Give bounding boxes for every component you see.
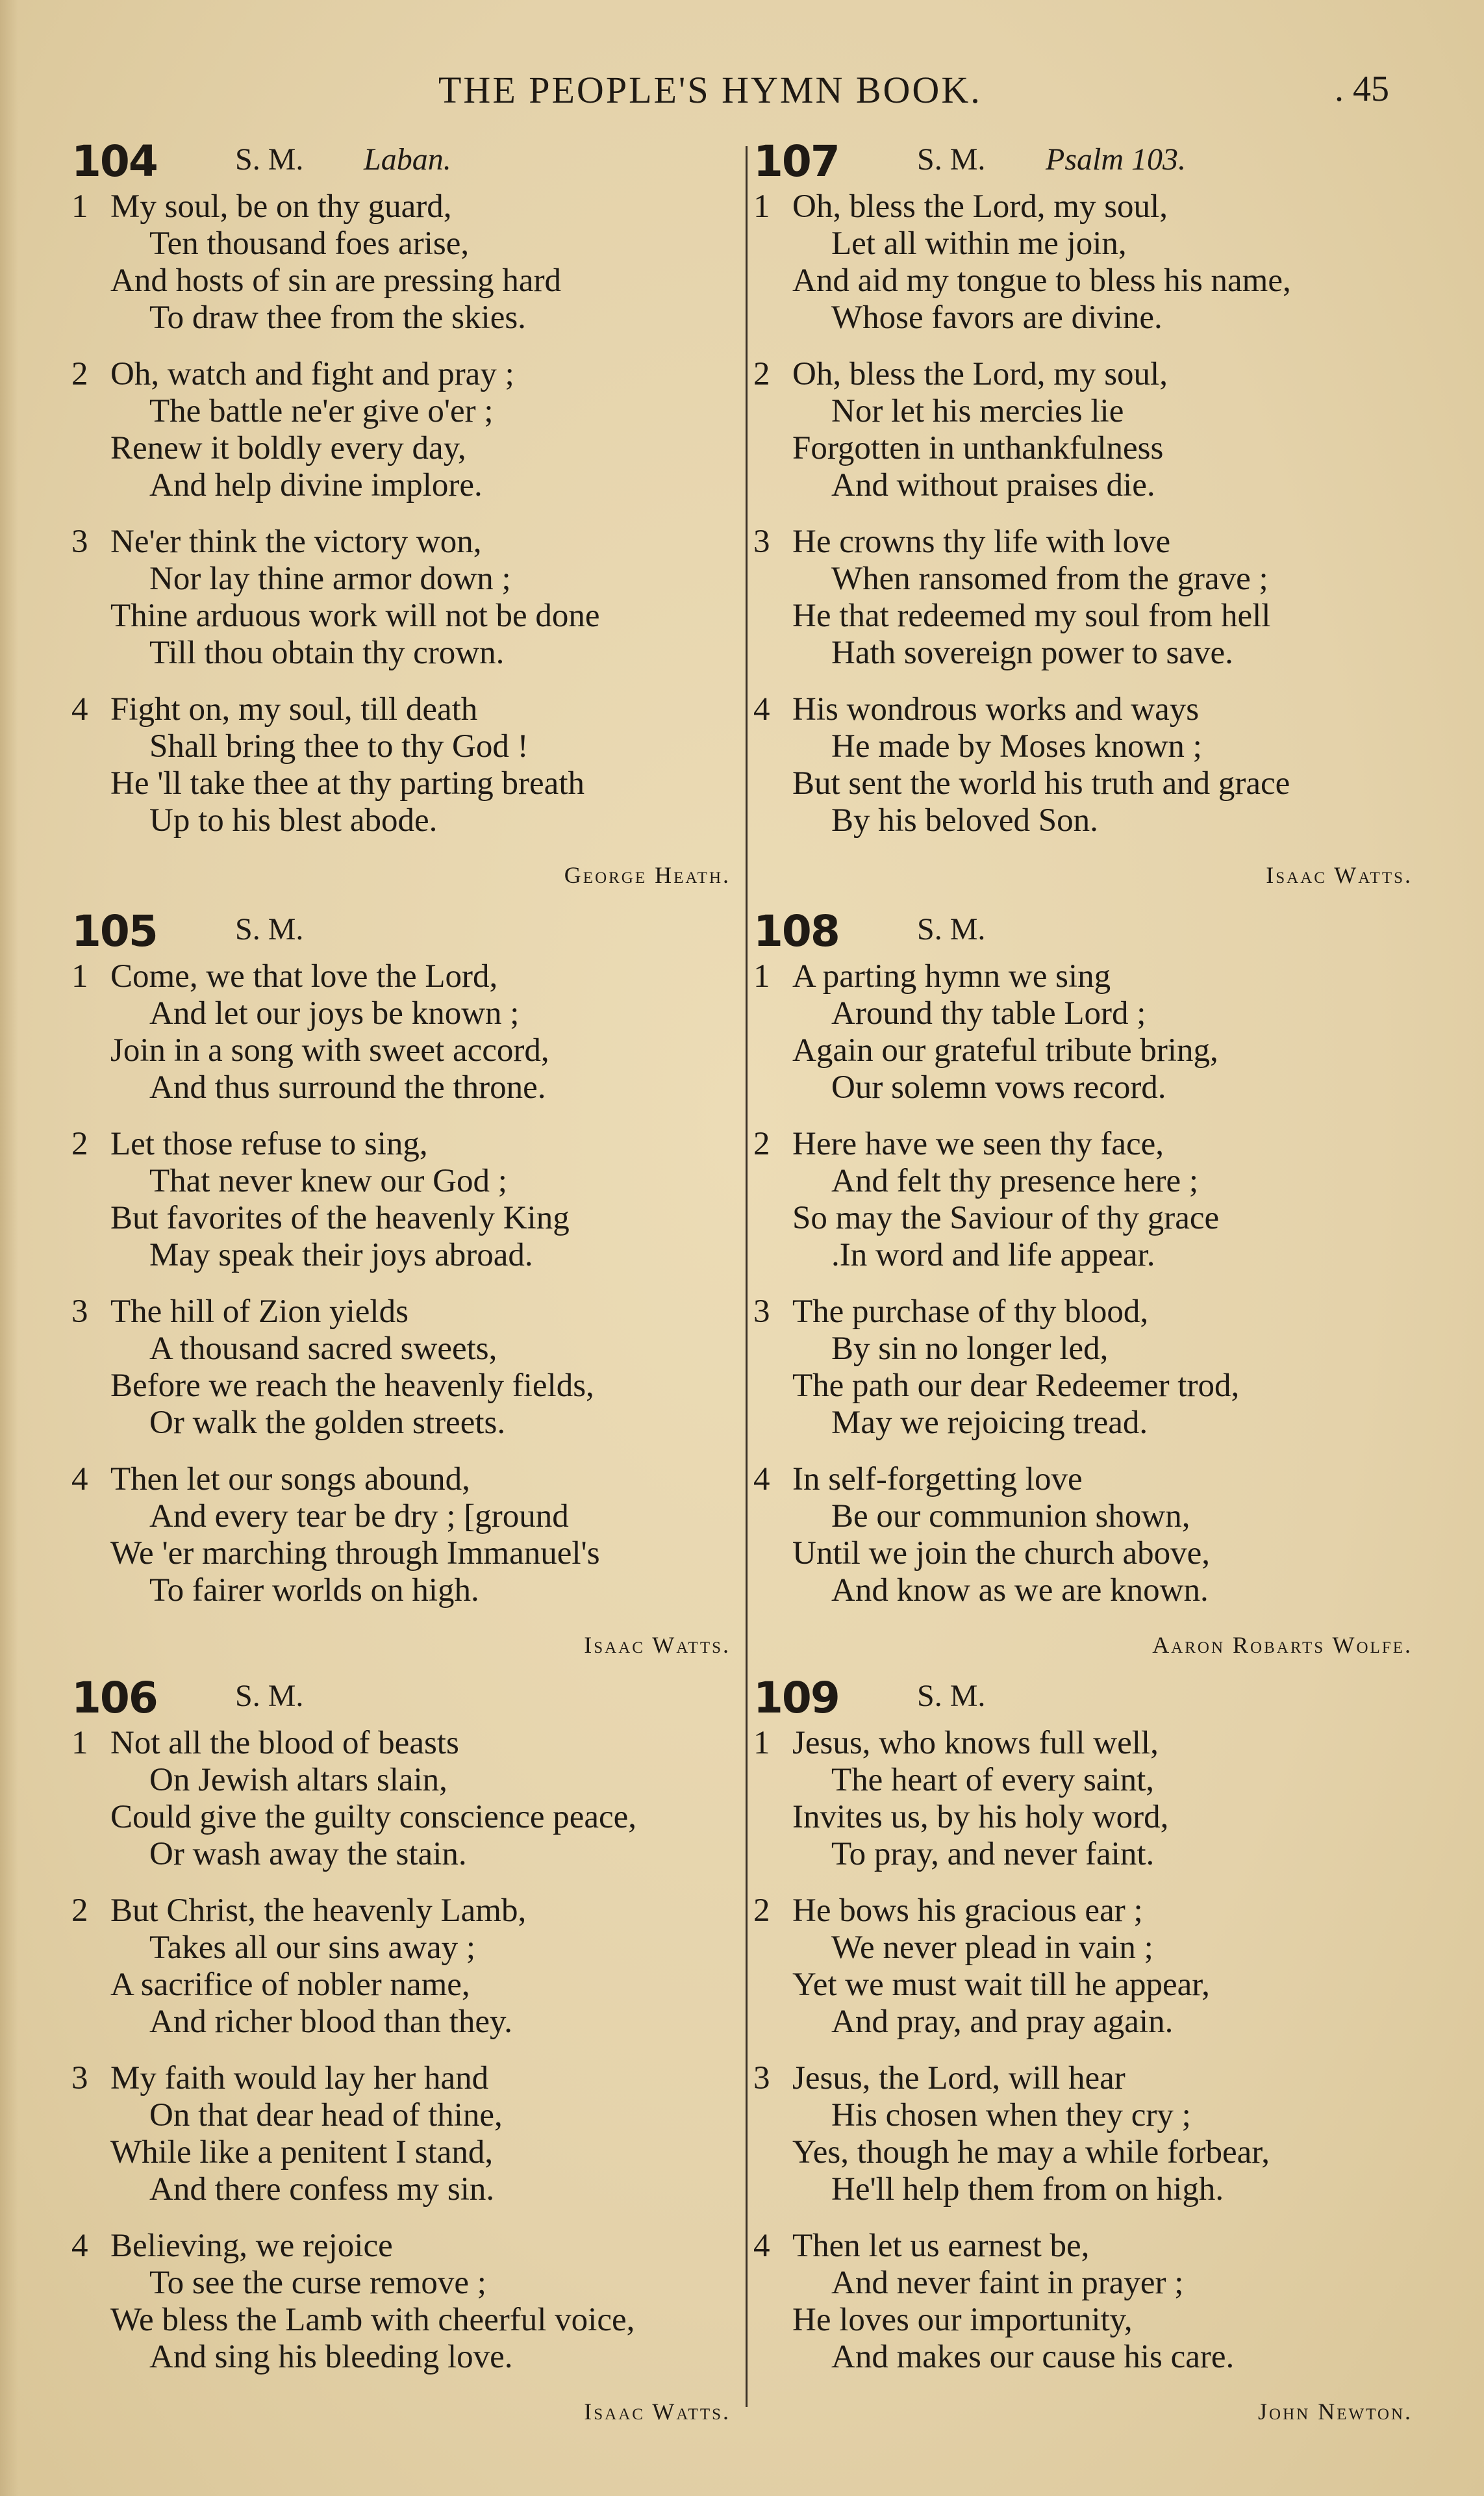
verse-line-text: And pray, and pray again. [831, 2004, 1174, 2040]
hymn-number: 106 [71, 1673, 157, 1723]
running-title: THE PEOPLE'S HYMN BOOK. [438, 69, 982, 111]
verse-number: 2 [753, 1126, 770, 1162]
verse-line [71, 393, 760, 430]
verse-line-text: And sing his bleeding love. [149, 2339, 513, 2375]
verse-number: 4 [753, 2228, 770, 2264]
hymn-heading [753, 1673, 1442, 1725]
verse-line-text: On that dear head of thine, [149, 2097, 503, 2133]
verse [71, 1892, 760, 2041]
verse-line-text: May speak their joys abroad. [149, 1237, 533, 1273]
hymn-108 [753, 906, 1442, 1661]
verse-number: 3 [753, 2060, 770, 2096]
verse-line [753, 2134, 1442, 2171]
verse-line [71, 1762, 760, 1799]
verse-line [753, 1929, 1442, 1967]
verse-line [71, 2004, 760, 2041]
verse-line [71, 356, 760, 393]
verse-line [753, 1405, 1442, 1442]
verse [753, 958, 1442, 1106]
verse-line-text: Ne'er think the victory won, [110, 524, 482, 560]
verse-line [71, 2171, 760, 2208]
verse-line [753, 262, 1442, 299]
verse-line [753, 2097, 1442, 2134]
verse-line [71, 1929, 760, 1967]
verse [71, 2228, 760, 2376]
verse-line-text: Yet we must wait till he appear, [792, 1967, 1210, 2003]
verse [753, 1725, 1442, 1873]
verse-line-text: Nor let his mercies lie [831, 393, 1124, 429]
verse-line [71, 1461, 760, 1498]
verse-line-text: And there confess my sin. [149, 2171, 495, 2208]
verse [753, 524, 1442, 672]
verse-line-text: And thus surround the throne. [149, 1069, 546, 1106]
hymn-author: Isaac Watts. [584, 1632, 731, 1658]
verse-line [753, 188, 1442, 225]
hymn-author: Isaac Watts. [584, 2399, 731, 2425]
verse-line [753, 467, 1442, 504]
verse-line-text: To draw thee from the skies. [149, 299, 526, 336]
verse-line [71, 765, 760, 802]
verse-line-text: We never plead in vain ; [831, 1929, 1153, 1966]
hymn-number: 107 [753, 136, 839, 186]
verse-line [753, 635, 1442, 672]
verse-line [71, 802, 760, 839]
verse-line [753, 2265, 1442, 2302]
verse-line [71, 1572, 760, 1609]
verse-line-text: Around thy table Lord ; [831, 995, 1146, 1032]
page-header [0, 68, 1484, 120]
hymn-heading [753, 136, 1442, 188]
verse-line-text: Hath sovereign power to save. [831, 635, 1233, 671]
page-number: . 45 [1335, 69, 1389, 109]
verse-line-text: So may the Saviour of thy grace [792, 1200, 1220, 1236]
verse-number: 4 [71, 1461, 88, 1497]
verse-line [71, 958, 760, 995]
hymn-heading [71, 136, 760, 188]
verse-line-text: May we rejoicing tread. [831, 1405, 1148, 1441]
verse [71, 1725, 760, 1873]
verse-line-text: By sin no longer led, [831, 1331, 1109, 1367]
verse-line [71, 467, 760, 504]
verse-line-text: My faith would lay her hand [110, 2060, 489, 2096]
hymn-meter: S. M. [917, 1679, 986, 1713]
verse-line-text: And let our joys be known ; [149, 995, 520, 1032]
hymn-107 [753, 136, 1442, 891]
verse-line [71, 225, 760, 262]
hymn-number: 109 [753, 1673, 839, 1723]
verse-line-text: He 'll take thee at thy parting breath [110, 765, 585, 802]
verse-line [753, 2302, 1442, 2339]
verse-line [71, 299, 760, 337]
verse-line-text: Then let our songs abound, [110, 1461, 470, 1497]
hymn-number: 104 [71, 136, 157, 186]
verse-line-text: He'll help them from on high. [831, 2171, 1224, 2208]
verse-line-text: Let all within me join, [831, 225, 1127, 262]
verse-line [753, 995, 1442, 1032]
verse-number: 1 [753, 958, 770, 995]
verse-line-text: To see the curse remove ; [149, 2265, 486, 2301]
verse-line-text: Fight on, my soul, till death [110, 691, 478, 728]
hymn-heading [753, 906, 1442, 958]
verse-line-text: But favorites of the heavenly King [110, 1200, 570, 1236]
verse-line [71, 1032, 760, 1069]
verse-line-text: Again our grateful tribute bring, [792, 1032, 1218, 1069]
verse-line [753, 1069, 1442, 1106]
verse-line [71, 188, 760, 225]
hymn-heading [71, 1673, 760, 1725]
verse-line-text: Forgotten in unthankfulness [792, 430, 1164, 466]
verse-number: 4 [753, 691, 770, 728]
verse [71, 524, 760, 672]
verse-line [753, 1237, 1442, 1274]
verse [753, 356, 1442, 504]
verse-line [71, 1799, 760, 1836]
verse-line [71, 2339, 760, 2376]
verse-line [71, 1069, 760, 1106]
verse-line [753, 2339, 1442, 2376]
verse [71, 1293, 760, 1442]
verse-line [753, 561, 1442, 598]
verse [71, 691, 760, 839]
verse-line [71, 2265, 760, 2302]
verse-number: 2 [753, 356, 770, 392]
verse-line-text: Invites us, by his holy word, [792, 1799, 1169, 1835]
verse-line [753, 1293, 1442, 1331]
verse-line-text: A sacrifice of nobler name, [110, 1967, 470, 2003]
verse-line-text: And aid my tongue to bless his name, [792, 262, 1291, 299]
verse-line [71, 1892, 760, 1929]
verse-line-text: In self-forgetting love [792, 1461, 1083, 1497]
verse-line [753, 1725, 1442, 1762]
verse-line-text: Whose favors are divine. [831, 299, 1163, 336]
verse-line-text: We bless the Lamb with cheerful voice, [110, 2302, 635, 2338]
verse-number: 1 [71, 958, 88, 995]
verse [753, 1461, 1442, 1609]
verse [71, 958, 760, 1106]
verse-line [71, 1967, 760, 2004]
verse-line-text: He bows his gracious ear ; [792, 1892, 1143, 1929]
verse-line [753, 728, 1442, 765]
verse-line [71, 2302, 760, 2339]
verse-line-text: My soul, be on thy guard, [110, 188, 452, 225]
verse-line [753, 299, 1442, 337]
verse-line-text: Come, we that love the Lord, [110, 958, 498, 995]
verse-line-text: But sent the world his truth and grace [792, 765, 1290, 802]
verse-line-text: By his beloved Son. [831, 802, 1098, 839]
verse-line [753, 1461, 1442, 1498]
verse-line-text: Let those refuse to sing, [110, 1126, 428, 1162]
verse-line-text: .In word and life appear. [831, 1237, 1155, 1273]
verse-line-text: Here have we seen thy face, [792, 1126, 1164, 1162]
verse-number: 3 [753, 1293, 770, 1330]
verse-line-text: Renew it boldly every day, [110, 430, 466, 466]
verse-line-text: Takes all our sins away ; [149, 1929, 476, 1966]
verse-line-text: The hill of Zion yields [110, 1293, 409, 1330]
verse-line [71, 524, 760, 561]
verse-line-text: Not all the blood of beasts [110, 1725, 459, 1761]
verse-line-text: And felt thy presence here ; [831, 1163, 1199, 1199]
verse-line-text: A parting hymn we sing [792, 958, 1111, 995]
verse-line-text: The heart of every saint, [831, 1762, 1155, 1798]
hymn-meter: S. M. [235, 912, 304, 947]
hymn-105 [71, 906, 760, 1661]
verse-line-text: Join in a song with sweet accord, [110, 1032, 549, 1069]
verse-line [753, 1032, 1442, 1069]
verse-line [71, 430, 760, 467]
page-edge-shadow [0, 0, 18, 2496]
verse-line [71, 635, 760, 672]
hymn-tune: Laban. [364, 142, 451, 177]
verse-line [753, 691, 1442, 728]
verse-line [71, 2134, 760, 2171]
verse-number: 3 [71, 524, 88, 560]
verse-line-text: And every tear be dry ; [ground [149, 1498, 569, 1535]
verse [753, 691, 1442, 839]
verse-line-text: And hosts of sin are pressing hard [110, 262, 562, 299]
verse-line [71, 1293, 760, 1331]
hymn-number: 108 [753, 906, 839, 956]
verse-line-text: Until we join the church above, [792, 1535, 1210, 1572]
verse-line [753, 393, 1442, 430]
hymn-author: Aaron Robarts Wolfe. [1152, 1632, 1413, 1658]
verse-line-text: And help divine implore. [149, 467, 483, 503]
verse-line-text: Oh, watch and fight and pray ; [110, 356, 514, 392]
verse-line-text: His wondrous works and ways [792, 691, 1200, 728]
verse-line-text: Be our communion shown, [831, 1498, 1190, 1535]
verse-line-text: Up to his blest abode. [149, 802, 438, 839]
verse-line [71, 1535, 760, 1572]
verse [753, 2228, 1442, 2376]
verse [753, 1892, 1442, 2041]
verse-line-text: Jesus, who knows full well, [792, 1725, 1159, 1761]
verse-line [753, 1498, 1442, 1535]
verse-line [753, 1126, 1442, 1163]
verse-line-text: When ransomed from the grave ; [831, 561, 1268, 597]
verse-line [753, 958, 1442, 995]
verse-line [753, 2004, 1442, 2041]
verse-line-text: Ten thousand foes arise, [149, 225, 470, 262]
verse-line [753, 1892, 1442, 1929]
verse [753, 1293, 1442, 1442]
verse-line-text: To fairer worlds on high. [149, 1572, 479, 1609]
verse-line [753, 1331, 1442, 1368]
verse-line [753, 524, 1442, 561]
verse-line [753, 765, 1442, 802]
verse-line [71, 1836, 760, 1873]
verse [753, 1126, 1442, 1274]
verse-line [71, 995, 760, 1032]
verse-line-text: The battle ne'er give o'er ; [149, 393, 494, 429]
verse-number: 4 [753, 1461, 770, 1497]
verse-line-text: We 'er marching through Immanuel's [110, 1535, 600, 1572]
verse-line [753, 1836, 1442, 1873]
verse-line [753, 1368, 1442, 1405]
verse-number: 3 [71, 2060, 88, 2096]
verse-line [753, 1200, 1442, 1237]
verse-line-text: Our solemn vows record. [831, 1069, 1166, 1106]
hymn-heading [71, 906, 760, 958]
verse-line-text: Nor lay thine armor down ; [149, 561, 511, 597]
verse-line [71, 1405, 760, 1442]
verse-line [753, 1535, 1442, 1572]
verse-line-text: He loves our importunity, [792, 2302, 1133, 2338]
verse-line [71, 1126, 760, 1163]
verse-line-text: And never faint in prayer ; [831, 2265, 1184, 2301]
verse-line [71, 1237, 760, 1274]
verse [71, 356, 760, 504]
verse-number: 4 [71, 691, 88, 728]
verse-line-text: And richer blood than they. [149, 2004, 512, 2040]
verse-line [753, 598, 1442, 635]
verse-line [753, 1799, 1442, 1836]
hymn-meter: S. M. [235, 1679, 304, 1713]
verse-line-text: Till thou obtain thy crown. [149, 635, 505, 671]
hymn-author: John Newton. [1258, 2399, 1413, 2425]
hymn-meter: S. M. [917, 912, 986, 947]
verse-line [753, 356, 1442, 393]
verse-line [753, 1572, 1442, 1609]
verse-line-text: Then let us earnest be, [792, 2228, 1090, 2264]
verse-line-text: On Jewish altars slain, [149, 1762, 447, 1798]
verse-line-text: But Christ, the heavenly Lamb, [110, 1892, 527, 1929]
hymn-106 [71, 1673, 760, 2428]
verse-number: 2 [753, 1892, 770, 1929]
verse [753, 2060, 1442, 2208]
verse-line [71, 691, 760, 728]
verse-line-text: A thousand sacred sweets, [149, 1331, 497, 1367]
verse-line [753, 2171, 1442, 2208]
verse-number: 4 [71, 2228, 88, 2264]
verse [71, 188, 760, 337]
verse [71, 1461, 760, 1609]
hymn-109 [753, 1673, 1442, 2428]
verse-line [753, 1163, 1442, 1200]
verse-line [71, 1163, 760, 1200]
hymn-meter: S. M. [235, 142, 304, 177]
verse-line-text: He that redeemed my soul from hell [792, 598, 1271, 634]
verse-number: 1 [71, 1725, 88, 1761]
verse-line [753, 1762, 1442, 1799]
verse-number: 1 [753, 1725, 770, 1761]
verse-line [71, 1331, 760, 1368]
verse-number: 2 [71, 1126, 88, 1162]
verse-line-text: Before we reach the heavenly fields, [110, 1368, 594, 1404]
hymn-104 [71, 136, 760, 891]
verse-line [71, 598, 760, 635]
verse-line [753, 430, 1442, 467]
hymn-meter: S. M. [917, 142, 986, 177]
verse-line [71, 1725, 760, 1762]
verse-line [71, 262, 760, 299]
verse [753, 188, 1442, 337]
verse-line-text: His chosen when they cry ; [831, 2097, 1191, 2133]
verse-line-text: The purchase of thy blood, [792, 1293, 1149, 1330]
verse-line [753, 2228, 1442, 2265]
verse-line-text: Shall bring thee to thy God ! [149, 728, 529, 765]
verse-line-text: The path our dear Redeemer trod, [792, 1368, 1240, 1404]
verse-line [71, 1368, 760, 1405]
verse-line [753, 1967, 1442, 2004]
verse-line [71, 2060, 760, 2097]
verse-line-text: That never knew our God ; [149, 1163, 507, 1199]
verse-line-text: Or wash away the stain. [149, 1836, 467, 1872]
verse [71, 2060, 760, 2208]
hymn-tune: Psalm 103. [1046, 142, 1186, 177]
verse-line-text: And without praises die. [831, 467, 1155, 503]
hymn-author: Isaac Watts. [1266, 862, 1413, 888]
verse-line-text: Believing, we rejoice [110, 2228, 393, 2264]
verse-number: 2 [71, 356, 88, 392]
verse-line [71, 561, 760, 598]
verse-line [753, 2060, 1442, 2097]
verse-line [71, 1200, 760, 1237]
verse-line-text: Could give the guilty conscience peace, [110, 1799, 637, 1835]
verse-line-text: Thine arduous work will not be done [110, 598, 600, 634]
verse-line [71, 2097, 760, 2134]
verse-line-text: And makes our cause his care. [831, 2339, 1235, 2375]
verse-line-text: Oh, bless the Lord, my soul, [792, 188, 1168, 225]
verse-number: 3 [753, 524, 770, 560]
verse-number: 1 [753, 188, 770, 225]
verse-line-text: Or walk the golden streets. [149, 1405, 506, 1441]
verse-line [71, 1498, 760, 1535]
verse-line-text: Yes, though he may a while forbear, [792, 2134, 1270, 2171]
verse-line-text: Oh, bless the Lord, my soul, [792, 356, 1168, 392]
verse-line-text: To pray, and never faint. [831, 1836, 1155, 1872]
verse-line [71, 728, 760, 765]
verse-line-text: He made by Moses known ; [831, 728, 1202, 765]
verse-line-text: Jesus, the Lord, will hear [792, 2060, 1126, 2096]
verse-number: 1 [71, 188, 88, 225]
verse-number: 2 [71, 1892, 88, 1929]
verse [71, 1126, 760, 1274]
verse-line [753, 225, 1442, 262]
verse-line-text: And know as we are known. [831, 1572, 1209, 1609]
verse-number: 3 [71, 1293, 88, 1330]
hymn-author: George Heath. [564, 862, 731, 888]
hymn-number: 105 [71, 906, 157, 956]
verse-line [71, 2228, 760, 2265]
verse-line-text: He crowns thy life with love [792, 524, 1171, 560]
verse-line [753, 802, 1442, 839]
verse-line-text: While like a penitent I stand, [110, 2134, 494, 2171]
